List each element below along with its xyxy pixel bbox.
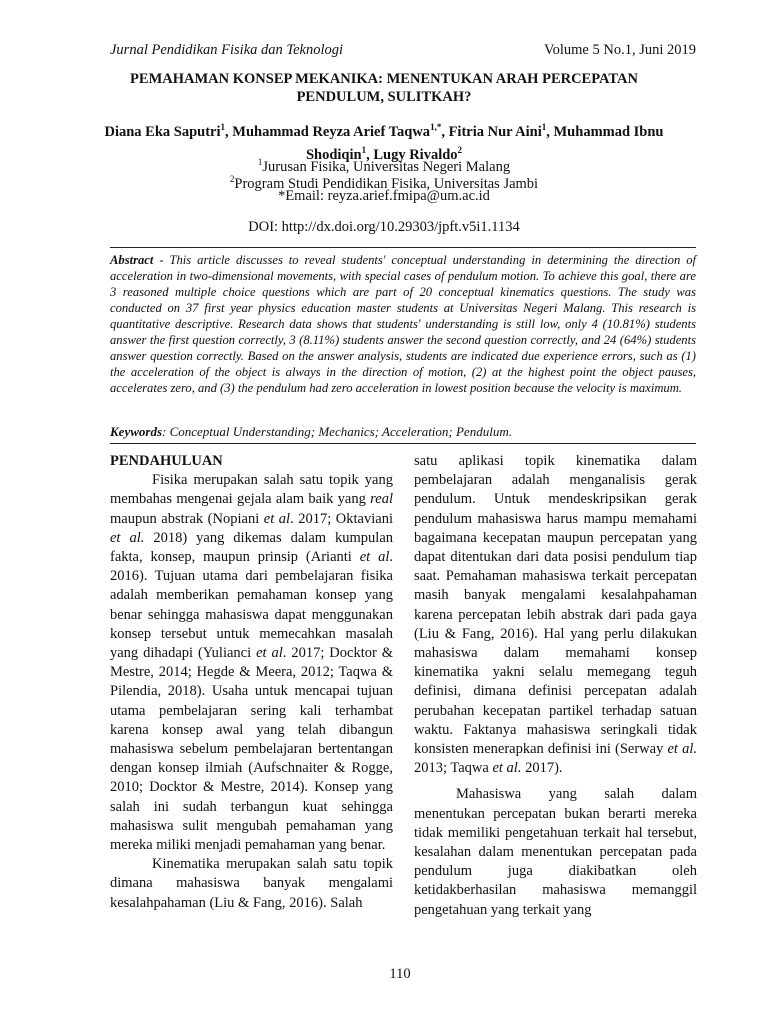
author-affiliation-mark: 1,* — [430, 122, 442, 132]
body-column-left — [110, 452, 393, 913]
body-paragraph: Fisika merupakan salah satu topik yang membahas mengenai gejala alam baik yang real maupun abstrak (Nopiani et al. 2017; Oktaviani et al. 2018) yang dikemas dalam kumpulan fakta, konsep, maupun prinsip (Arianti et al. 2016). Tujuan utama dari pembelajaran fisika adalah memberikan pemahaman konsep yang benar sehingga mahasiswa dapat menggunakan konsep tersebut untuk memecahkan masalah yang dihadapi (Yulianci et al. 2017; Docktor & Mestre, 2014; Hegde & Meera, 2012; Taqwa & Pilendia, 2018). Usaha untuk mencapai tujuan utama pembelajaran sering kali terhambat karena konsep awal yang telah dibangun mahasiswa sebelum pembelajaran bertentangan dengan konsep ilmiah (Aufschnaiter & Rogge, 2010; Docktor & Mestre, 2014). Konsep yang salah ini sudah terbangun kuat sehingga mahasiswa sulit mengubah pemahaman yang mereka miliki menjadi pemahaman yang benar. — [110, 472, 394, 854]
title-line-2: PENDULUM, SULITKAH? — [296, 89, 472, 105]
author-affiliation-mark: 2 — [457, 144, 463, 155]
section-heading: PENDAHULUAN — [110, 453, 223, 469]
corresponding-email: *Email: reyza.arief.fmipa@um.ac.id — [278, 188, 490, 204]
keywords-text: : Conceptual Understanding; Mechanics; Acceleration; Pendulum. — [162, 424, 512, 439]
volume-issue: Volume 5 No.1, Juni 2019 — [544, 42, 696, 58]
author-affiliation-mark: 1 — [541, 122, 547, 132]
abstract-text: - This article discusses to reveal students' conceptual understanding in determining the direction of acceleration in two-dimensional movements, with special cases of pendulum motion. To achieve this goal, there are 3 reasoned multiple choice questions which are part of 20 conceptual kinematics questions. The study was conducted on 37 first year physics education master students at Universitas Negeri Malang. This research is quantitative descriptive. Research data shows that students' understanding is still low, only 4 (10.81%) students answer the first question correctly, 3 (8.11%) students answer the second question correctly, and 24 (64%) students answer question correctly. Based on the answer analysis, students are indicated due experience errors, such as (1) the acceleration of the object is always in the direction of motion, (2) at the highest point the object pauses, accelerates zero, and (3) the pendulum had zero acceleration in lowest position because the velocity is maximum. — [110, 253, 696, 395]
abstract-label: Abstract — [110, 253, 154, 267]
body-paragraph: Kinematika merupakan salah satu topik dimana mahasiswa banyak mengalami kesalahpahaman (Liu & Fang, 2016). Salah — [110, 856, 393, 911]
journal-name: Jurnal Pendidikan Fisika dan Teknologi — [110, 42, 344, 58]
body-column-right — [414, 452, 697, 920]
abstract-top-rule — [110, 247, 696, 248]
author-name: , Muhammad Ibnu Shodiqin — [305, 123, 664, 163]
author-name: , Muhammad Reyza Arief Taqwa — [225, 123, 431, 140]
doi-line: DOI: http://dx.doi.org/10.29303/jpft.v5i1.1134 — [248, 219, 520, 235]
author-affiliation-mark: 1 — [361, 144, 367, 155]
affiliation-text: Program Studi Pendidikan Fisika, Universitas Jambi — [234, 175, 539, 192]
author-name: Diana Eka Saputri — [104, 123, 221, 140]
body-paragraph-continued: satu aplikasi topik kinematika dalam pembelajaran adalah menganalisis gerak pendulum. Untuk mendeskripsikan gerak pendulum mahasiswa harus mampu memahami bagaimana kecepatan maupun percepatan yang dapat ditentukan dari data posisi pendulum tiap saat. Pemahaman mahasiswa terkait percepatan masih banyak mengalami kesalahpahaman karena percepatan lebih abstrak dari pada gaya (Liu & Fang, 2016). Hal yang perlu dilakukan mahasiswa dalam memahami konsep kinematika yakni selalu memegang teguh definisi, dimana definisi percepatan adalah perubahan kecepatan partikel terhadap satuan waktu. Faktanya mahasiswa seringkali tidak konsisten menerapkan definisi ini (Serway et al. 2013; Taqwa et al. 2017). — [414, 453, 697, 777]
keywords — [110, 424, 696, 440]
keywords-label: Keywords — [110, 424, 162, 439]
author-affiliation-mark: 1 — [220, 122, 226, 132]
author-name: , Fitria Nur Aini — [441, 123, 542, 140]
body-paragraph: Mahasiswa yang salah dalam menentukan percepatan bukan berarti mereka tidak memiliki pengetahuan terkait hal tersebut, kesalahan dalam menentukan percepatan pada pendulum juga diakibatkan oleh ketidakberhasilan mahasiswa memanggil pengetahuan yang terkait yang — [414, 786, 697, 918]
running-header — [110, 42, 696, 59]
affiliation-mark: 2 — [229, 174, 235, 184]
title-line-1: PEMAHAMAN KONSEP MEKANIKA: MENENTUKAN ARAH PERCEPATAN — [130, 71, 638, 87]
author-name: , Lugy Rivaldo — [366, 146, 458, 163]
abstract — [110, 252, 696, 396]
keywords-bottom-rule — [110, 443, 696, 444]
paper-title — [100, 70, 668, 106]
affiliation-text: Jurusan Fisika, Universitas Negeri Malang — [262, 158, 511, 175]
affiliation-mark: 1 — [257, 157, 263, 167]
page-number: 110 — [389, 966, 411, 982]
